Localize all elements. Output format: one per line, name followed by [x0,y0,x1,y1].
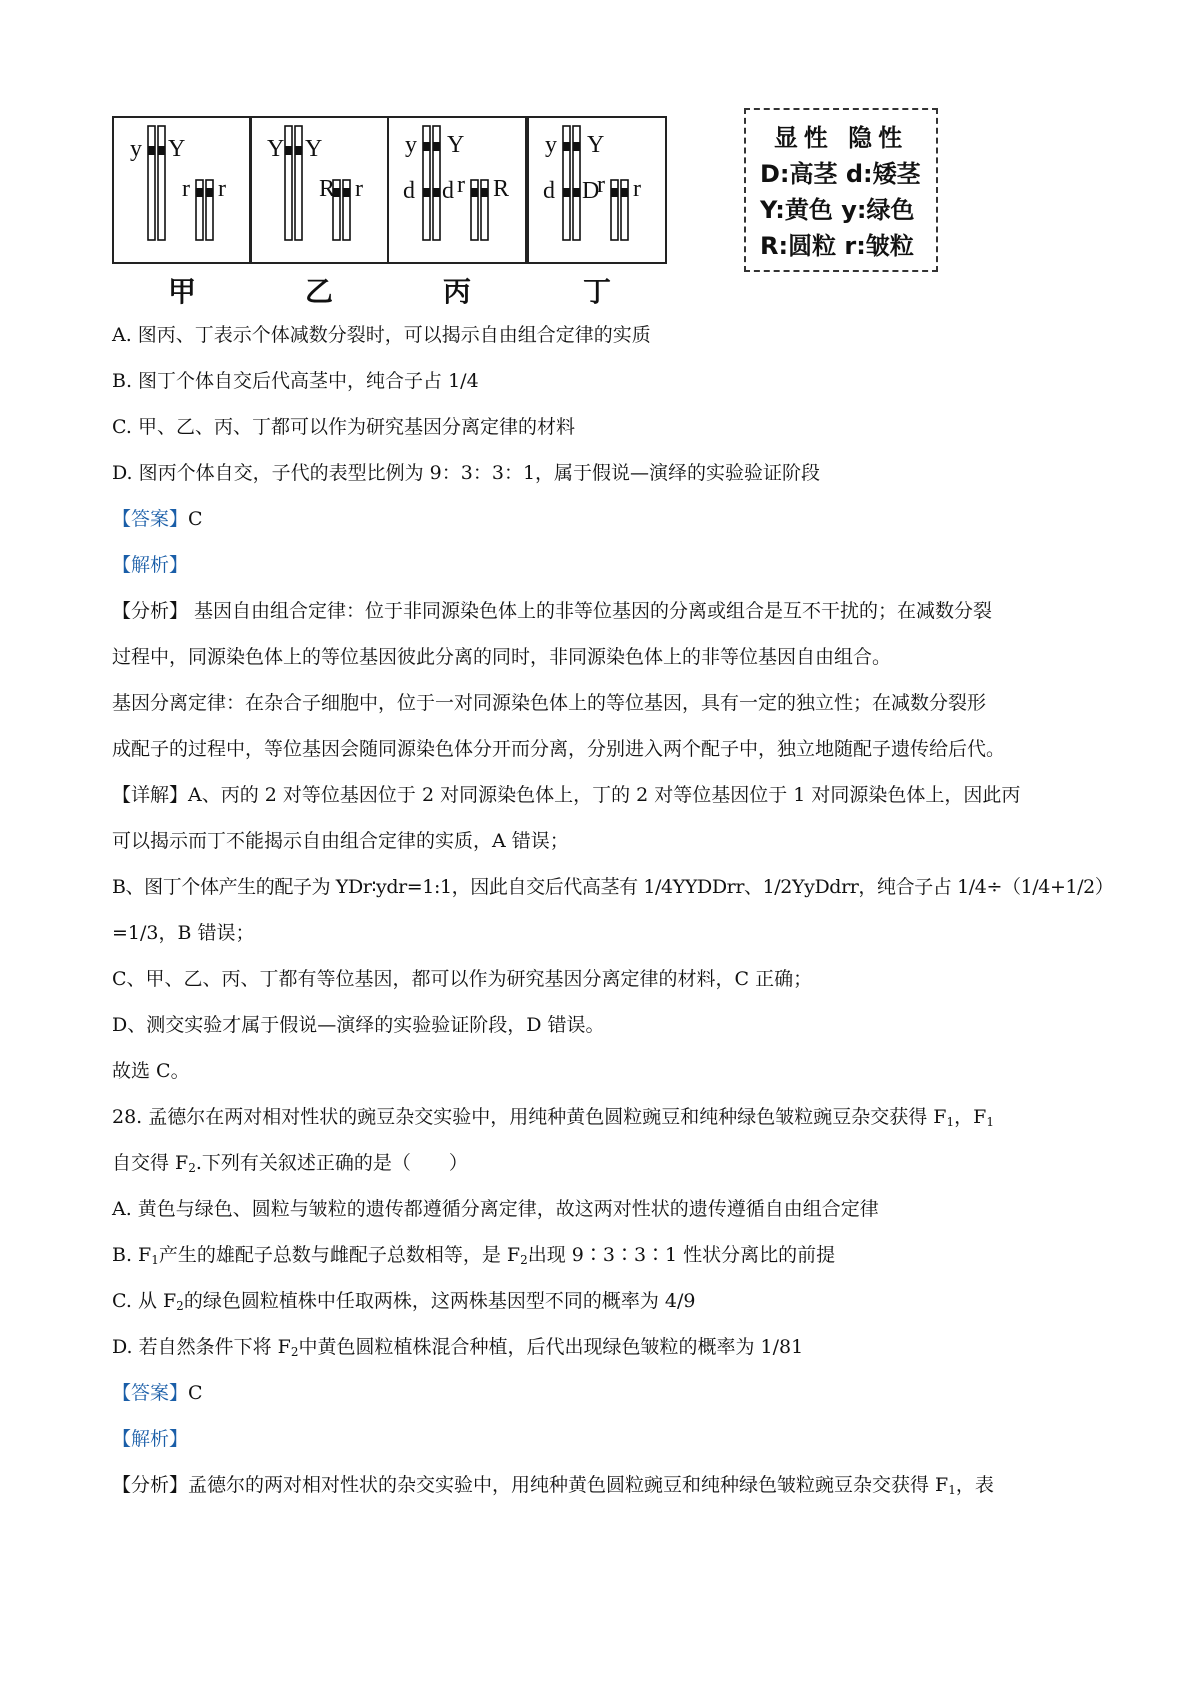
q28-stem-line-2 [112,1150,468,1181]
q27-option-a: A. 图丙、丁表示个体减数分裂时，可以揭示自由组合定律的实质 [112,324,651,346]
q28-fenxi-line-1 [112,1472,994,1503]
fenxi-text: 孟德尔的两对相对性状的杂交实验中，用纯种黄色圆粒豌豆和纯种绿色皱粒豌豆杂交获得 F [188,1474,949,1496]
option-text: D. 若自然条件下将 F [112,1336,291,1358]
panel-caption-ding: 丁 [582,275,611,308]
panel-3-allele-label: Y [447,132,465,158]
option-text: B. F [112,1244,152,1266]
panel-2-allele-label: Y [267,136,285,162]
panel-frame-4 [527,116,667,264]
panel-3-allele-label: r [457,172,465,198]
legend-header: 显性 隐性 [773,124,909,152]
q27-detail-line-2: 可以揭示而丁不能揭示自由组合定律的实质，A 错误； [112,830,569,852]
analysis-tag: 【解析】 [112,554,189,576]
q28-option-a: A. 黄色与绿色、圆粒与皱粒的遗传都遵循分离定律，故这两对性状的遗传遵循自由组合定律 [112,1198,879,1220]
panel-4-allele-label: Y [587,132,605,158]
panel-1-allele-label: y [130,136,142,162]
q28-option-d [112,1334,803,1365]
panel-4-allele-label: r [597,172,605,198]
panel-4-allele-label: d [543,178,555,204]
q28-answer [112,1380,203,1406]
legend-row-stem: D:高茎 d:矮茎 [760,160,921,188]
subscript: 1 [986,1115,994,1129]
panel-frame-3 [387,116,527,264]
q27-detail-line-1 [112,782,1020,808]
option-text: 的绿色圆粒植株中任取两株，这两株基因型不同的概率为 4/9 [183,1290,696,1312]
q28-stem-text: .下列有关叙述正确的是（ ） [195,1152,468,1174]
q27-fenxi-line-4: 成配子的过程中，等位基因会随同源染色体分开而分离，分别进入两个配子中，独立地随配子遗传给后代。 [112,738,1006,760]
chromosome-figure [112,108,942,308]
detail-tag: 【详解】 [112,784,189,806]
option-text: 出现 9∶3∶3∶1 性状分离比的前提 [527,1244,836,1266]
subscript: 2 [188,1161,196,1175]
q27-option-b: B. 图丁个体自交后代高茎中，纯合子占 1/4 [112,370,479,392]
subscript: 1 [151,1253,159,1267]
answer-tag: 【答案】 [112,1382,189,1404]
panel-3-allele-label: d [442,178,454,204]
q28-stem-text: 28. 孟德尔在两对相对性状的豌豆杂交实验中，用纯种黄色圆粒豌豆和纯种绿色皱粒豌豆杂交获得 F [112,1106,947,1128]
detail-text: A、丙的 2 对等位基因位于 2 对同源染色体上，丁的 2 对等位基因位于 1 对同源染色体上，因此丙 [188,784,1021,806]
q27-detail-line-5: C、甲、乙、丙、丁都有等位基因，都可以作为研究基因分离定律的材料，C 正确； [112,968,813,990]
q27-option-c: C. 甲、乙、丙、丁都可以作为研究基因分离定律的材料 [112,416,575,438]
subscript: 1 [946,1115,955,1129]
option-text: 中黄色圆粒植株混合种植，后代出现绿色皱粒的概率为 1/81 [298,1336,804,1358]
subscript: 2 [520,1253,528,1267]
q28-stem-text: ，F [954,1106,987,1128]
q28-stem-line-1 [112,1104,994,1135]
legend-box [744,108,938,272]
q27-option-d: D. 图丙个体自交，子代的表型比例为 9：3：3：1，属于假说—演绎的实验验证阶段 [112,462,821,484]
panel-1-allele-label: r [218,176,226,202]
panel-2-allele-label: Y [305,136,323,162]
panel-caption-bing: 丙 [442,275,471,308]
panel-2-allele-label: R [319,176,336,202]
q27-fenxi-line-1 [112,598,992,624]
q27-answer [112,506,203,532]
panel-4-allele-label: r [633,176,641,202]
q28-stem-text: 自交得 F [112,1152,189,1174]
q28-option-b [112,1242,835,1273]
subscript: 2 [176,1299,184,1313]
legend-row-shape: R:圆粒 r:皱粒 [760,232,914,260]
panel-frame-1 [112,116,252,264]
q27-detail-line-4: =1/3，B 错误； [112,922,255,944]
panel-2-allele-label: r [355,176,363,202]
panel-caption-yi: 乙 [304,275,333,308]
q28-analysis-tag [112,1426,188,1452]
subscript: 2 [290,1345,299,1359]
fenxi-text: 基因自由组合定律：位于非同源染色体上的非等位基因的分离或组合是互不干扰的；在减数分裂 [188,600,993,622]
subscript: 1 [948,1483,956,1497]
q27-analysis-tag [112,552,188,578]
panel-4-allele-label: D [582,178,600,204]
q27-conclusion: 故选 C。 [112,1060,190,1082]
panel-1-allele-label: Y [168,136,186,162]
panel-3-allele-label: d [403,178,415,204]
analysis-tag: 【解析】 [112,1428,189,1450]
panel-caption-jia: 甲 [167,275,196,308]
q27-detail-line-3: B、图丁个体产生的配子为 YDr∶ydr=1:1，因此自交后代高茎有 1/4YYDDrr、1/2YyDdrr，纯合子占 1/4÷（1/4+1/2） [112,876,1114,898]
q27-detail-line-6: D、测交实验才属于假说—演绎的实验验证阶段，D 错误。 [112,1014,605,1036]
fenxi-tag: 【分析】 [112,1474,189,1496]
option-text: 产生的雄配子总数与雌配子总数相等，是 F [158,1244,521,1266]
panel-1-allele-label: r [182,176,190,202]
panel-3-allele-label: R [493,176,510,202]
q27-fenxi-line-3: 基因分离定律：在杂合子细胞中，位于一对同源染色体上的等位基因，具有一定的独立性；在减数分裂形 [112,692,987,714]
answer-value: C [188,1382,203,1404]
answer-value: C [188,508,203,530]
answer-tag: 【答案】 [112,508,189,530]
panel-3-allele-label: y [405,132,417,158]
legend-row-color: Y:黄色 y:绿色 [760,196,915,224]
fenxi-tag: 【分析】 [112,600,189,622]
panel-frame-2 [249,116,389,264]
fenxi-text: ，表 [955,1474,994,1496]
q27-fenxi-line-2: 过程中，同源染色体上的等位基因彼此分离的同时，非同源染色体上的非等位基因自由组合。 [112,646,892,668]
q28-option-c [112,1288,695,1319]
panel-4-allele-label: y [545,132,557,158]
option-text: C. 从 F [112,1290,177,1312]
